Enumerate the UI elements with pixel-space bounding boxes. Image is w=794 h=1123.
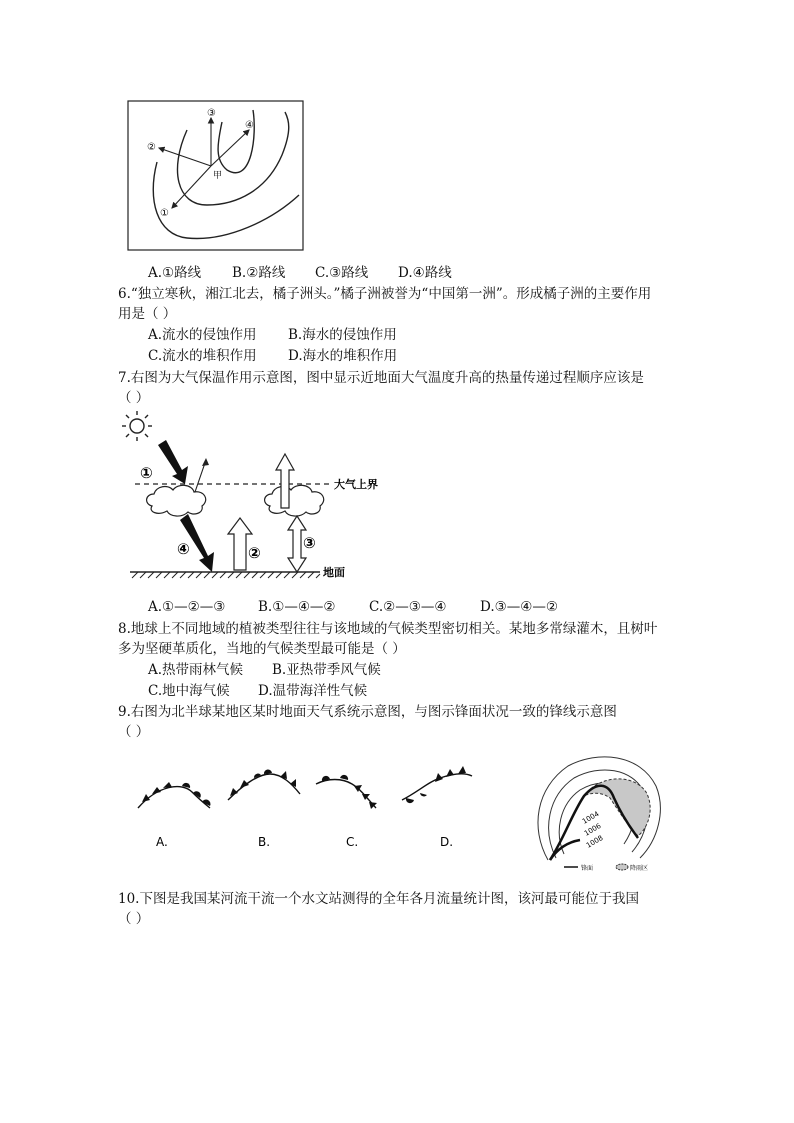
q6-stem-line2: 用是（ ） [118,306,177,322]
front-c [316,775,377,809]
q5-label-1: ① [160,208,169,219]
front-label-b: B. [258,835,271,849]
legend-rain-label: 降雨区 [630,865,649,872]
q5-label-4: ④ [245,120,254,131]
q9-fronts [130,760,490,855]
q5-option-a: A.①路线 [148,265,202,281]
q6-stem-line1: 6.“独立寒秋，湘江北去，橘子洲头。”橘子洲被誉为“中国第一洲”。形成橘子洲的主要作用 [118,286,652,302]
q7-option-a: A.①—②—③ [148,599,226,615]
reflect-arrow-head [202,458,209,466]
q5-arrow-4 [211,130,249,166]
front-d [402,766,472,803]
q7-option-d: D.③—④—② [480,599,558,615]
marker-2: ② [248,544,261,562]
q10-stem-line2: （ ） [118,911,150,927]
q7-option-c: C.②—③—④ [369,599,447,615]
q9-stem-line2: （ ） [118,724,150,740]
q8-option-a: A.热带雨林气候 [148,662,244,678]
front-b [228,769,300,800]
cloud-left [147,485,206,516]
isobar-label-1004: 1004 [581,809,601,826]
q6-option-a: A.流水的侵蚀作用 [148,327,257,343]
q5-isoline-outer [153,162,299,238]
marker-4: ④ [177,540,190,558]
ground-label: 地面 [323,566,345,579]
front-label-a: A. [156,835,168,849]
marker-3: ③ [303,534,316,552]
q8-stem-line1: 8.地球上不同地域的植被类型往往与该地域的气候类型密切相关。某地多常绿灌木，且树叶 [118,621,658,637]
q5-label-jia: 甲 [213,171,223,181]
q5-option-c: C.③路线 [315,265,369,281]
marker-1: ① [140,464,153,482]
cloud-right [265,485,324,516]
q7-option-b: B.①—④—② [258,599,336,615]
legend-front-label: 锋面 [581,865,594,872]
isobar-label-1006: 1006 [583,821,603,838]
isobar-label-1008: 1008 [585,833,605,850]
q8-option-b: B.亚热带季风气候 [272,662,381,678]
q9-stem-line1: 9.右图为北半球某地区某时地面天气系统示意图，与图示锋面状况一致的锋线示意图 [118,704,617,720]
arrow-1 [158,440,188,484]
q8-option-c: C.地中海气候 [148,683,230,699]
q8-option-d: D.温带海洋性气候 [258,683,368,699]
front-label-c: C. [346,835,359,849]
sun-icon [122,411,152,441]
front-label-d: D. [440,835,454,849]
q6-option-d: D.海水的堆积作用 [288,348,398,364]
q10-stem-line1: 10.下图是我国某河流干流一个水文站测得的全年各月流量统计图，该河最可能位于我国 [118,891,639,907]
q5-diagram [127,100,305,252]
atmosphere-label: 大气上界 [334,478,378,491]
q6-option-b: B.海水的侵蚀作用 [288,327,397,343]
ground-hatch [132,572,320,578]
q5-label-2: ② [147,142,156,153]
q5-option-d: D.④路线 [398,265,452,281]
q8-stem-line2: 多为坚硬革质化，当地的气候类型最可能是（ ） [118,641,406,657]
q5-label-3: ③ [207,108,216,119]
legend-rain-symbol [616,864,628,870]
q7-diagram [120,408,395,580]
q5-isoline-middle [177,112,288,205]
q6-option-c: C.流水的堆积作用 [148,348,257,364]
q7-stem-line2: （ ） [118,390,150,406]
q5-arrow-2 [159,148,211,166]
front-a [138,782,213,808]
q9-weather-map [528,748,668,873]
q5-option-b: B.②路线 [232,265,286,281]
q7-stem-line1: 7.右图为大气保温作用示意图，图中显示近地面大气温度升高的热量传递过程顺序应该是 [118,370,644,386]
